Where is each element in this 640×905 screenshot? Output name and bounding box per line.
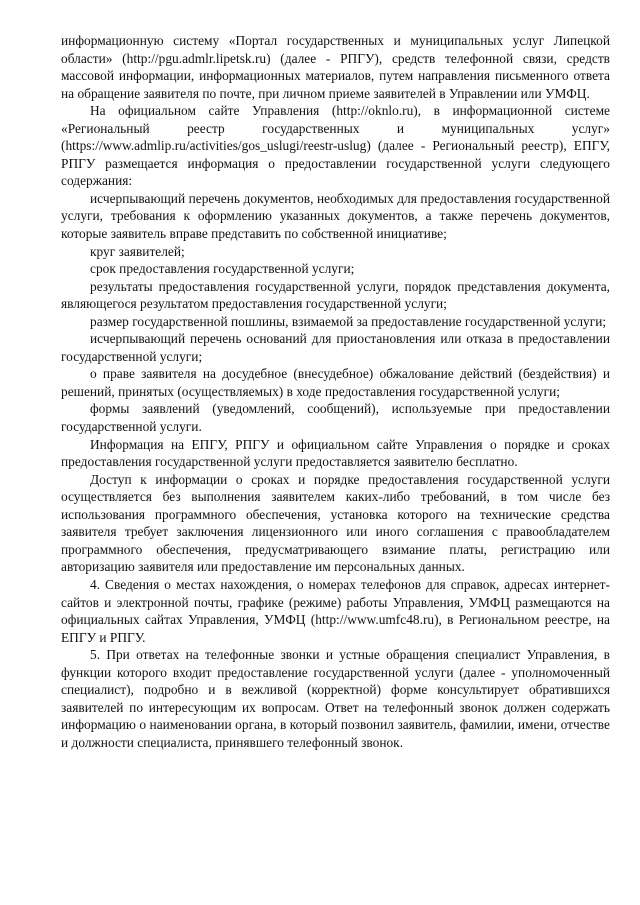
paragraph-free-info: Информация на ЕПГУ, РПГУ и официальном сайте Управления о порядке и сроках предоставления государственной услуги предоставляется заявителю бесплатно. bbox=[61, 436, 610, 470]
list-item-results: результаты предоставления государственной услуги, порядок представления документа, являющегося результатом предоставления государственной услуги; bbox=[61, 278, 610, 312]
list-item-appeal-right: о праве заявителя на досудебное (внесудебное) обжалование действий (бездействия) и решений, принятых (осуществляемых) в ходе предоставления государственной услуги; bbox=[61, 366, 610, 399]
list-item-forms: формы заявлений (уведомлений, сообщений), используемые при предоставлении государственной услуги. bbox=[61, 401, 610, 435]
paragraph-1-continuation: информационную систему «Портал государственных и муниципальных услуг Липецкой области» (http://pgu.admlr.lipetsk.ru) (далее - РПГУ), средств телефонной связи, средств массовой информации, информационных материалов, путем направления письменного ответа на обращение заявителя по почте, при личном приеме заявителей в Управлении или УМФЦ. bbox=[61, 33, 610, 101]
list-item-term: срок предоставления государственной услуги; bbox=[90, 261, 355, 277]
list-item-documents: исчерпывающий перечень документов, необходимых для предоставления государственной услуги, требования к оформлению указанных документов, а также перечень документов, которые заявитель вправе представить по собственной инициативе; bbox=[61, 190, 610, 242]
paragraph-section-5: 5. При ответах на телефонные звонки и устные обращения специалист Управления, в функции которого входит предоставление государственной услуги (далее - уполномоченный специалист), подробно и в вежливой (корректной) форме консультирует обратившихся заявителей по интересующим их вопросам. Ответ на телефонный звонок должен содержать информацию о наименовании органа, в который позвонил заявитель, фамилии, имени, отчестве и должности специалиста, принявшего телефонный звонок. bbox=[61, 647, 610, 750]
list-item-applicants: круг заявителей; bbox=[90, 243, 185, 259]
list-item-refusal-grounds: исчерпывающий перечень оснований для приостановления или отказа в предоставлении государственной услуги; bbox=[61, 331, 610, 364]
list-item-fee: размер государственной пошлины, взимаемой за предоставление государственной услуги; bbox=[90, 313, 607, 329]
paragraph-official-site-info: На официальном сайте Управления (http://oknlo.ru), в информационной системе «Региональный реестр государственных и муниципальных услуг» (https://www.admlip.ru/activities/gos_uslugi/reestr-uslug) (далее - Региональный реестр), ЕПГУ, РПГУ размещается информация о предоставлении государственной услуги следующего содержания: bbox=[61, 103, 610, 189]
paragraph-section-4: 4. Сведения о местах нахождения, о номерах телефонов для справок, адресах интернет-сайтов и электронной почты, графике (режиме) работы Управления, УМФЦ размещаются на официальных сайтах Управления, УМФЦ (http://www.umfc48.ru), в Региональном реестре, на ЕПГУ и РПГУ. bbox=[61, 576, 610, 645]
paragraph-access: Доступ к информации о сроках и порядке предоставления государственной услуги осуществляется без выполнения заявителем каких-либо требований, в том числе без использования программного обеспечения, установка которого на технические средства заявителя требует заключения лицензионного или иного соглашения с правообладателем программного обеспечения, предусматривающего взимание платы, регистрацию или авторизацию заявителя или предоставление им персональных данных. bbox=[61, 471, 610, 575]
document-page bbox=[61, 32, 610, 751]
